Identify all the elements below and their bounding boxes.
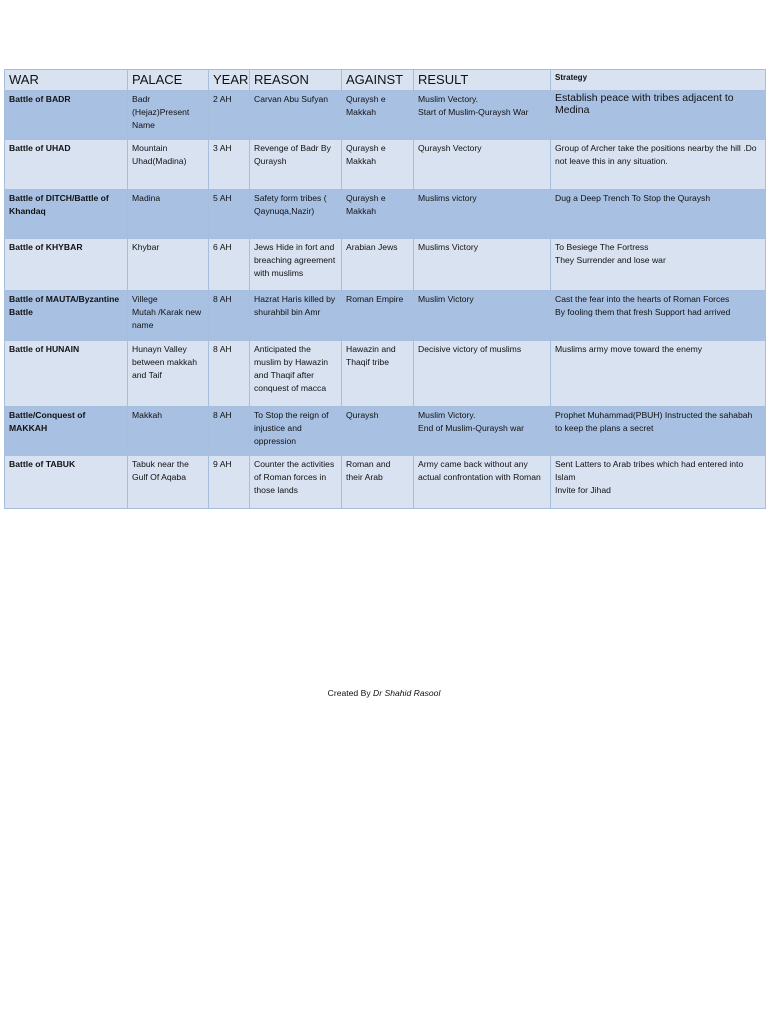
cell-palace: Madina [128, 190, 209, 239]
table-row [5, 456, 766, 509]
cell-reason: Anticipated the muslim by Hawazin and Thaqif after conquest of macca [250, 341, 342, 407]
cell-year: 8 AH [209, 291, 250, 341]
cell-against: Quraysh e Makkah [342, 190, 414, 239]
cell-reason: Counter the activities of Roman forces in those lands [250, 456, 342, 509]
cell-reason: Carvan Abu Sufyan [250, 91, 342, 140]
table-row [5, 140, 766, 190]
cell-reason: To Stop the reign of injustice and oppression [250, 407, 342, 456]
cell-strategy: Cast the fear into the hearts of Roman Forces By fooling them that fresh Support had arrived [551, 291, 766, 341]
cell-result: Muslims victory [414, 190, 551, 239]
cell-palace: Makkah [128, 407, 209, 456]
cell-war: Battle of DITCH/Battle of Khandaq [5, 190, 128, 239]
header-year: YEAR [209, 70, 250, 91]
table-row [5, 407, 766, 456]
cell-result: Army came back without any actual confrontation with Roman [414, 456, 551, 509]
cell-palace: Villege Mutah /Karak new name [128, 291, 209, 341]
header-against: AGAINST [342, 70, 414, 91]
cell-result: Muslims Victory [414, 239, 551, 291]
cell-year: 5 AH [209, 190, 250, 239]
cell-against: Arabian Jews [342, 239, 414, 291]
cell-strategy: Muslims army move toward the enemy [551, 341, 766, 407]
cell-result: Decisive victory of muslims [414, 341, 551, 407]
cell-war: Battle of TABUK [5, 456, 128, 509]
header-reason: REASON [250, 70, 342, 91]
cell-war: Battle of KHYBAR [5, 239, 128, 291]
cell-palace: Khybar [128, 239, 209, 291]
cell-year: 8 AH [209, 341, 250, 407]
cell-strategy: To Besiege The Fortress They Surrender and lose war [551, 239, 766, 291]
cell-against: Hawazin and Thaqif tribe [342, 341, 414, 407]
cell-strategy: Prophet Muhammad(PBUH) Instructed the sahabah to keep the plans a secret [551, 407, 766, 456]
header-strategy: Strategy [551, 70, 766, 91]
cell-war: Battle of BADR [5, 91, 128, 140]
cell-strategy: Sent Latters to Arab tribes which had entered into Islam Invite for Jihad [551, 456, 766, 509]
cell-palace: Badr (Hejaz)Present Name [128, 91, 209, 140]
cell-result: Quraysh Vectory [414, 140, 551, 190]
header-war: WAR [5, 70, 128, 91]
cell-against: Roman Empire [342, 291, 414, 341]
table-row [5, 239, 766, 291]
header-palace: PALACE [128, 70, 209, 91]
cell-war: Battle of HUNAIN [5, 341, 128, 407]
cell-year: 2 AH [209, 91, 250, 140]
credit-author: Dr Shahid Rasool [373, 688, 441, 698]
cell-palace: Tabuk near the Gulf Of Aqaba [128, 456, 209, 509]
table-row [5, 291, 766, 341]
cell-year: 6 AH [209, 239, 250, 291]
cell-year: 8 AH [209, 407, 250, 456]
cell-strategy: Dug a Deep Trench To Stop the Quraysh [551, 190, 766, 239]
wars-table [4, 69, 766, 509]
cell-reason: Revenge of Badr By Quraysh [250, 140, 342, 190]
header-result: RESULT [414, 70, 551, 91]
cell-strategy: Establish peace with tribes adjacent to Medina [551, 91, 766, 140]
cell-against: Roman and their Arab [342, 456, 414, 509]
cell-result: Muslim Victory [414, 291, 551, 341]
cell-result: Muslim Victory. End of Muslim-Quraysh war [414, 407, 551, 456]
table-row [5, 91, 766, 140]
cell-against: Quraysh e Makkah [342, 140, 414, 190]
cell-result: Muslim Vectory. Start of Muslim-Quraysh War [414, 91, 551, 140]
cell-year: 9 AH [209, 456, 250, 509]
credit-line [0, 688, 768, 698]
cell-war: Battle of MAUTA/Byzantine Battle [5, 291, 128, 341]
cell-against: Quraysh e Makkah [342, 91, 414, 140]
table-header-row [5, 70, 766, 91]
cell-palace: Mountain Uhad(Madina) [128, 140, 209, 190]
cell-strategy: Group of Archer take the positions nearby the hill .Do not leave this in any situation. [551, 140, 766, 190]
table-row [5, 190, 766, 239]
cell-war: Battle/Conquest of MAKKAH [5, 407, 128, 456]
cell-year: 3 AH [209, 140, 250, 190]
cell-reason: Jews Hide in fort and breaching agreement with muslims [250, 239, 342, 291]
credit-prefix: Created By [327, 688, 371, 698]
cell-war: Battle of UHAD [5, 140, 128, 190]
table-row [5, 341, 766, 407]
cell-against: Quraysh [342, 407, 414, 456]
cell-reason: Safety form tribes ( Qaynuqa,Nazir) [250, 190, 342, 239]
cell-palace: Hunayn Valley between makkah and Taif [128, 341, 209, 407]
cell-reason: Hazrat Haris killed by shurahbil bin Amr [250, 291, 342, 341]
